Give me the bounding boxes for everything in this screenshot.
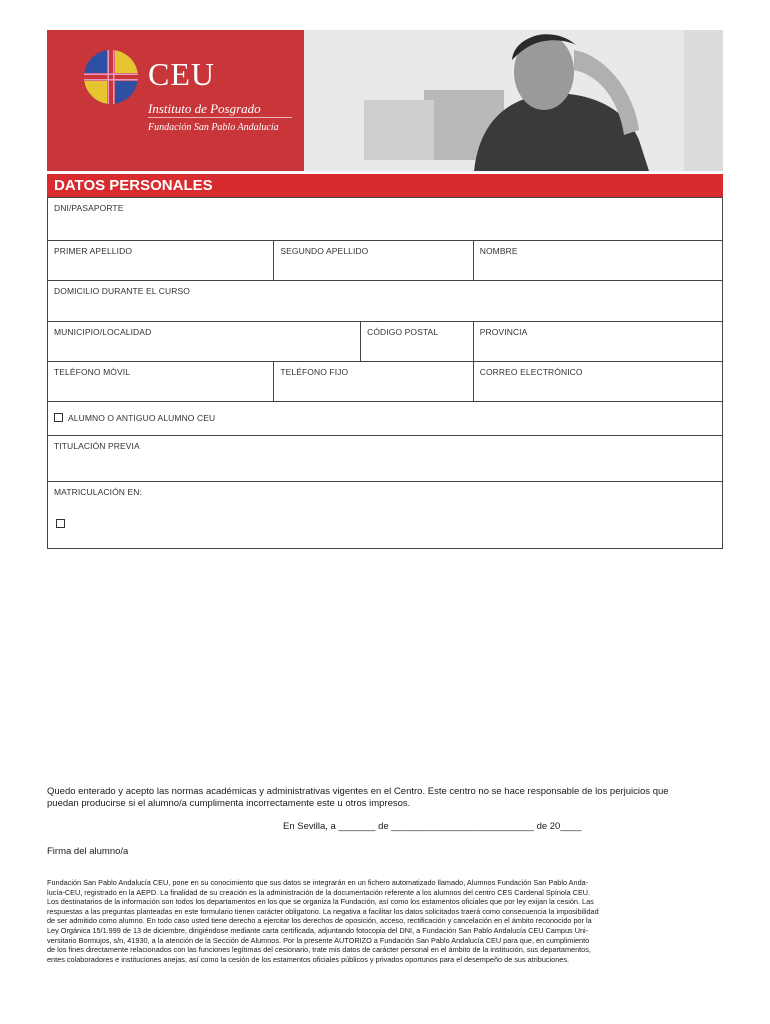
consent-text [47, 786, 723, 810]
legal-line: versitario Bormujos, s/n, 41930, a la atención de la Sección de Alumnos. Por la presente AUTORIZO a Fundación San Pablo Andalucía CEU para que, en cumplimiento [47, 935, 590, 945]
consent-line-1: Quedo enterado y acepto las normas académicas y administrativas vigentes en el Centro. Este centro no se hace responsable de los perjuicios que [47, 786, 669, 797]
row-names [48, 241, 722, 281]
domicilio-label: DOMICILIO DURANTE EL CURSO [54, 286, 190, 296]
ceu-cross-logo-icon [83, 49, 139, 105]
legal-line: de los fines directamente relacionados con las funciones legítimas del cesionario, trate mis datos de carácter personal en el ámbito de la institución, sus departamentos, [47, 945, 591, 955]
legal-line: lucía-CEU, registrado en la AEPD. La finalidad de su creación es la administración de la documentación referente a los alumnos del centro CES Cardenal Spínola CEU. [47, 887, 591, 897]
header-banner [47, 30, 723, 171]
nombre-field[interactable] [474, 241, 722, 280]
telefono-fijo-field[interactable] [274, 362, 473, 401]
institute-name: Instituto de Posgrado [148, 101, 261, 116]
brand-divider [148, 117, 292, 118]
codigo-postal-field[interactable] [361, 322, 474, 361]
telefono-movil-field[interactable] [48, 362, 274, 401]
row-alumno-ceu [48, 402, 722, 436]
brand-panel [47, 30, 304, 171]
logo-name: CEU [148, 56, 215, 92]
foundation-name: Fundación San Pablo Andalucía [148, 122, 279, 133]
alumno-ceu-label: ALUMNO O ANTIGUO ALUMNO CEU [68, 413, 216, 423]
matriculacion-label: MATRICULACIÓN EN: [54, 487, 142, 497]
legal-notice [47, 878, 723, 964]
correo-label: CORREO ELECTRÓNICO [479, 367, 583, 377]
codigo-postal-label: CÓDIGO POSTAL [367, 327, 439, 337]
place-date-line: En Sevilla, a _______ de ___________________________ de 20____ [283, 821, 582, 832]
row-contacto [48, 362, 722, 402]
telefono-movil-label: TELÉFONO MÓVIL [54, 367, 131, 377]
signature-label: Firma del alumno/a [47, 846, 129, 857]
legal-line: Fundación San Pablo Andalucía CEU, pone en su conocimiento que sus datos se integrarán en un fichero automatizado llamado, Alumnos Fundación San Pablo Anda- [47, 878, 589, 887]
segundo-apellido-label: SEGUNDO APELLIDO [280, 246, 369, 256]
dni-field[interactable] [48, 198, 722, 240]
consent-line-2: puedan producirse si el alumno/a cumplimenta incorrectamente este u otros impresos. [47, 798, 411, 809]
primer-apellido-field[interactable] [48, 241, 274, 280]
matriculacion-checkbox[interactable] [56, 519, 65, 528]
nombre-label: NOMBRE [479, 246, 518, 256]
row-dni [48, 198, 722, 241]
titulacion-field[interactable] [48, 436, 722, 481]
domicilio-field[interactable] [48, 281, 722, 321]
section-title-datos-personales: DATOS PERSONALES [47, 174, 723, 197]
legal-line: Los destinatarios de la información son todos los departamentos en los que se organiza la Fundación, así como los estamentos oficiales que por ley exijan la cesión. Las [47, 897, 594, 907]
titulacion-label: TITULACIÓN PREVIA [54, 441, 140, 451]
dni-label: DNI/PASAPORTE [54, 203, 124, 213]
correo-field[interactable] [474, 362, 722, 401]
alumno-ceu-checkbox[interactable] [54, 413, 63, 422]
segundo-apellido-field[interactable] [274, 241, 473, 280]
student-photo [304, 30, 723, 171]
personal-data-form [47, 197, 723, 549]
legal-line: de ser admitido como alumno. En todo caso usted tiene derecho a ejercitar los derechos de oposición, acceso, rectificación y cancelación en el ámbito reconocido por la [47, 916, 592, 926]
provincia-label: PROVINCIA [479, 327, 528, 337]
provincia-field[interactable] [474, 322, 722, 361]
row-domicilio [48, 281, 722, 322]
legal-line: entes colaboradores e instituciones anejas, así como la cesión de los estamentos oficiales públicos y privados oportunos para el desempeño de sus atribuciones. [47, 954, 570, 964]
alumno-ceu-option[interactable] [48, 402, 722, 435]
matriculacion-field[interactable] [48, 482, 722, 548]
row-localidad [48, 322, 722, 362]
municipio-field[interactable] [48, 322, 361, 361]
row-matriculacion [48, 482, 722, 548]
legal-line: respuestas a las preguntas planteadas en este formulario tienen carácter obligatorio. La negativa a facilitar los datos solicitados traerá como consecuencia la imposibilidad [47, 906, 599, 916]
telefono-fijo-label: TELÉFONO FIJO [280, 367, 349, 377]
municipio-label: MUNICIPIO/LOCALIDAD [54, 327, 152, 337]
legal-line: Ley Orgánica 15/1.999 de 13 de diciembre, dirigiéndose mediante carta certificada, adjuntando fotocopia del DNI, a Fundación San Pablo Andalucía CEU Campus Uni- [47, 925, 589, 935]
primer-apellido-label: PRIMER APELLIDO [54, 246, 133, 256]
row-titulacion [48, 436, 722, 482]
